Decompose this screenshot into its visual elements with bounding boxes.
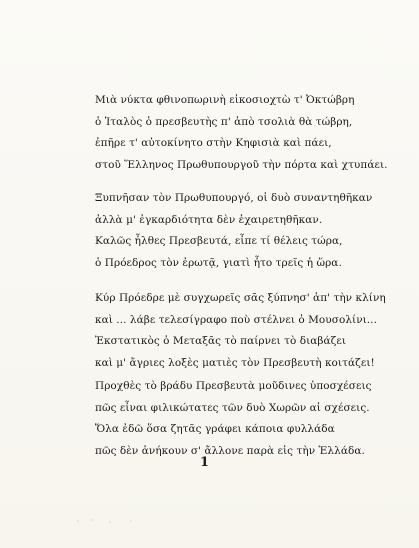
verse-line: Κύρ Πρόεδρε μὲ συγχωρεῖς σᾶς ξύπνησ' ἀπ' τὴν κλίνη xyxy=(95,292,386,304)
paper-specks xyxy=(70,518,150,524)
verse-line: πῶς εἶναι φιλικώτατες τῶν δυὸ Χωρῶν αἱ σχέσεις. xyxy=(95,401,370,414)
verse-line: Καλῶς ἦλθες Πρεσβευτά, εἶπε τί θέλεις τώρα, xyxy=(95,235,343,247)
verse-line: ἐπῆρε τ' αὐτοκίνητο στὴν Κηφισιὰ καὶ πάει, xyxy=(95,137,332,149)
verse-line: ὁ Πρόεδρος τὸν ἐρωτᾷ, γιατὶ ἦτο τρεῖς ἡ ὥρα. xyxy=(95,256,342,269)
stanza-3 xyxy=(95,288,405,374)
verse-line: πῶς δὲν ἀνήκουν σ' ἄλλονε παρὰ εἰς τὴν Ἑλλάδα. xyxy=(95,444,365,457)
stanza-2 xyxy=(95,188,405,274)
verse-line: καὶ μ' ἄγριες λοξὲς ματιὲς τὸν Πρεσβευτὴ κοιτάζει! xyxy=(95,356,375,369)
verse-line: Ἐκστατικὸς ὁ Μεταξᾶς τὸ παίρνει τὸ διαβάζει xyxy=(95,335,347,347)
verse-line: Ξυπνῆσαν τὸν Πρωθυπουργό, οἱ δυὸ συναντηθῆκαν xyxy=(95,192,373,204)
stanza-4 xyxy=(95,376,405,462)
verse-line: Μιὰ νύκτα φθινοπωρινὴ εἰκοσιοχτὼ τ' Ὀκτώβρη xyxy=(95,94,355,106)
verse-line: Ὅλα ἐδῶ ὅσα ζητᾶς γράφει κάποια φυλλάδα xyxy=(95,423,335,435)
verse-line: ἀλλὰ μ' ἐγκαρδιότητα δὲν ἐχαιρετηθῆκαν. xyxy=(95,213,323,226)
verse-line: ὁ Ἰταλὸς ὁ πρεσβευτὴς π' ἀπὸ τσολιὰ θὰ τώβρη, xyxy=(95,115,353,128)
verse-line: Προχθὲς τὸ βράδυ Πρεσβευτὰ μοῦδινες ὑποσχέσεις xyxy=(95,380,372,392)
page-number: 1 xyxy=(200,455,210,470)
verse-line: στοῦ Ἕλληνος Πρωθυπουργοῦ τὴν πόρτα καὶ χτυπάει. xyxy=(95,158,388,171)
verse-line: καὶ ... λάβε τελεσίγραφο ποὺ στέλνει ὁ Μουσολίνι... xyxy=(95,313,377,326)
stanza-1 xyxy=(95,90,405,176)
